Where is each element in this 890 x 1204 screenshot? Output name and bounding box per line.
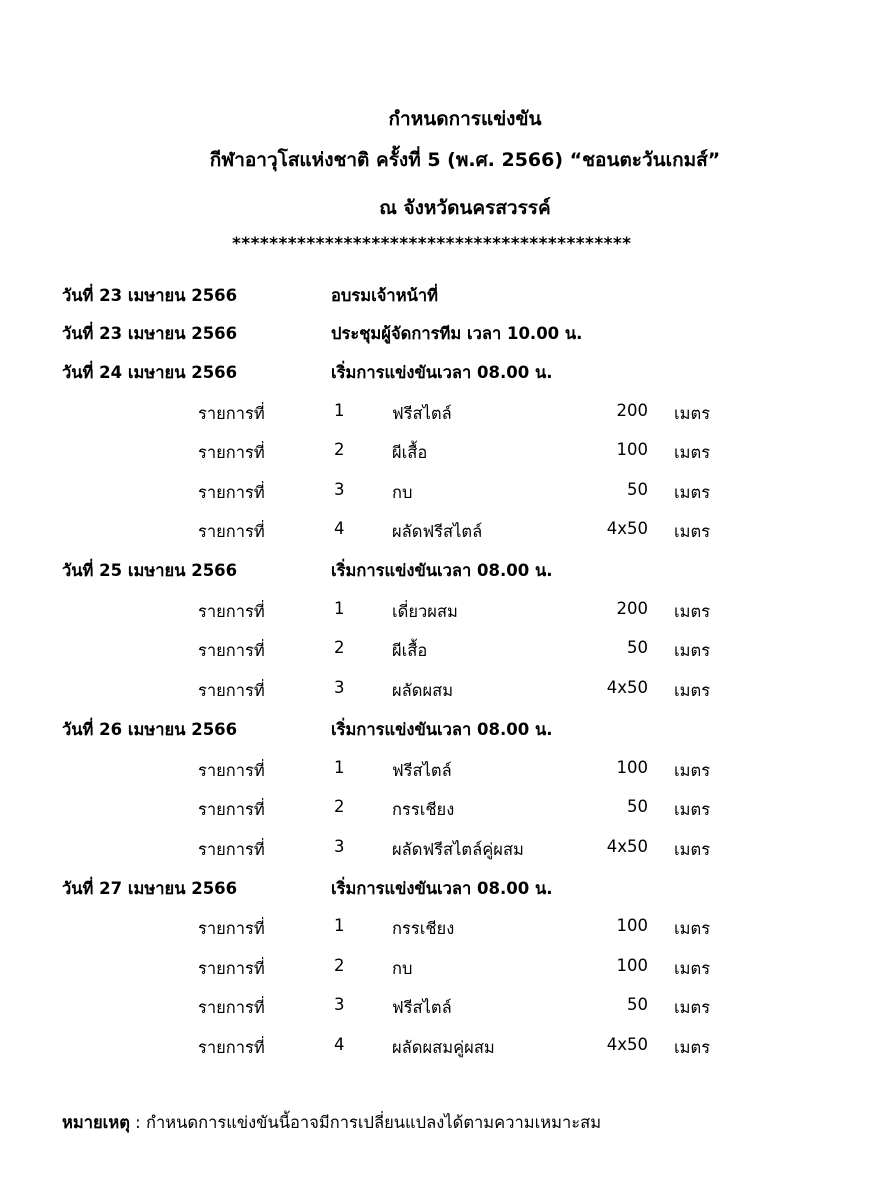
event-distance: 100	[616, 916, 648, 935]
event-number: 1	[334, 599, 345, 618]
event-row	[0, 1035, 890, 1061]
event-row	[0, 678, 890, 704]
event-distance: 4x50	[606, 1035, 648, 1054]
event-distance: 50	[627, 995, 648, 1014]
schedule-description: อบรมเจ้าหน้าที่	[331, 286, 438, 305]
event-name: กรรเชียง	[392, 800, 455, 819]
event-number: 2	[334, 797, 345, 816]
event-name: เดี่ยวผสม	[392, 602, 458, 621]
event-unit: เมตร	[674, 919, 711, 938]
event-prefix: รายการที่	[198, 602, 265, 621]
event-prefix: รายการที่	[198, 522, 265, 541]
event-prefix: รายการที่	[198, 761, 265, 780]
event-name: ผลัดผสม	[392, 681, 454, 700]
event-row	[0, 916, 890, 942]
event-number: 2	[334, 440, 345, 459]
event-distance: 50	[627, 638, 648, 657]
event-name: กีฬาอาวุโสแห่งชาติ ครั้งที่ 5 (พ.ศ. 2566) “ชอนตะวันเกมส์”	[209, 149, 721, 171]
event-row	[0, 519, 890, 545]
event-prefix: รายการที่	[198, 483, 265, 502]
event-row	[0, 440, 890, 466]
day-start-time: เริ่มการแข่งขันเวลา 08.00 น.	[331, 363, 553, 382]
event-row	[0, 995, 890, 1021]
event-unit: เมตร	[674, 404, 711, 423]
event-prefix: รายการที่	[198, 681, 265, 700]
event-prefix: รายการที่	[198, 1038, 265, 1057]
event-number: 3	[334, 837, 345, 856]
event-prefix: รายการที่	[198, 919, 265, 938]
day-date: วันที่ 26 เมษายน 2566	[62, 720, 238, 739]
day-start-time: เริ่มการแข่งขันเวลา 08.00 น.	[331, 561, 553, 580]
event-unit: เมตร	[674, 800, 711, 819]
event-unit: เมตร	[674, 602, 711, 621]
event-row	[0, 599, 890, 625]
event-prefix: รายการที่	[198, 998, 265, 1017]
event-number: 2	[334, 638, 345, 657]
event-row	[0, 797, 890, 823]
document-title: กำหนดการแข่งขัน	[388, 108, 542, 130]
event-distance: 100	[616, 956, 648, 975]
event-unit: เมตร	[674, 959, 711, 978]
event-row	[0, 638, 890, 664]
event-name: ผีเสื้อ	[392, 641, 428, 660]
day-date: วันที่ 27 เมษายน 2566	[62, 879, 238, 898]
event-name: ผลัดฟรีสไตล์	[392, 522, 483, 541]
event-name: ฟรีสไตล์	[392, 761, 452, 780]
event-prefix: รายการที่	[198, 959, 265, 978]
event-distance: 50	[627, 480, 648, 499]
event-number: 1	[334, 758, 345, 777]
event-unit: เมตร	[674, 998, 711, 1017]
event-name: ผลัดผสมคู่ผสม	[392, 1038, 495, 1057]
event-number: 3	[334, 480, 345, 499]
footnote	[62, 1110, 601, 1136]
event-unit: เมตร	[674, 761, 711, 780]
event-name: ฟรีสไตล์	[392, 404, 452, 423]
event-distance: 100	[616, 440, 648, 459]
event-distance: 200	[616, 599, 648, 618]
event-number: 4	[334, 519, 345, 538]
event-location: ณ จังหวัดนครสวรรค์	[379, 197, 551, 219]
event-distance: 50	[627, 797, 648, 816]
footnote-text: : กำหนดการแข่งขันนี้อาจมีการเปลี่ยนแปลงได้ตามความเหมาะสม	[129, 1113, 602, 1132]
event-unit: เมตร	[674, 641, 711, 660]
event-prefix: รายการที่	[198, 404, 265, 423]
event-prefix: รายการที่	[198, 840, 265, 859]
event-number: 3	[334, 678, 345, 697]
schedule-date: วันที่ 23 เมษายน 2566	[62, 286, 238, 305]
day-start-time: เริ่มการแข่งขันเวลา 08.00 น.	[331, 720, 553, 739]
event-row	[0, 956, 890, 982]
event-row	[0, 480, 890, 506]
day-date: วันที่ 25 เมษายน 2566	[62, 561, 238, 580]
event-unit: เมตร	[674, 483, 711, 502]
day-start-time: เริ่มการแข่งขันเวลา 08.00 น.	[331, 879, 553, 898]
event-number: 3	[334, 995, 345, 1014]
event-prefix: รายการที่	[198, 443, 265, 462]
footnote-label: หมายเหตุ	[62, 1113, 130, 1132]
event-name: ผลัดฟรีสไตล์คู่ผสม	[392, 840, 524, 859]
event-row	[0, 758, 890, 784]
event-name: ฟรีสไตล์	[392, 998, 452, 1017]
event-unit: เมตร	[674, 840, 711, 859]
event-number: 4	[334, 1035, 345, 1054]
event-unit: เมตร	[674, 522, 711, 541]
event-number: 1	[334, 401, 345, 420]
event-row	[0, 837, 890, 863]
schedule-date: วันที่ 23 เมษายน 2566	[62, 324, 238, 343]
separator-line: *******************************************	[232, 234, 632, 254]
event-name: กบ	[392, 483, 413, 502]
event-distance: 200	[616, 401, 648, 420]
event-number: 1	[334, 916, 345, 935]
event-number: 2	[334, 956, 345, 975]
event-row	[0, 401, 890, 427]
event-distance: 4x50	[606, 837, 648, 856]
event-name: กบ	[392, 959, 413, 978]
event-prefix: รายการที่	[198, 641, 265, 660]
event-unit: เมตร	[674, 1038, 711, 1057]
schedule-description: ประชุมผู้จัดการทีม เวลา 10.00 น.	[331, 324, 583, 343]
event-name: กรรเชียง	[392, 919, 455, 938]
event-prefix: รายการที่	[198, 800, 265, 819]
event-distance: 4x50	[606, 519, 648, 538]
event-unit: เมตร	[674, 443, 711, 462]
event-name: ผีเสื้อ	[392, 443, 428, 462]
event-distance: 100	[616, 758, 648, 777]
event-distance: 4x50	[606, 678, 648, 697]
day-date: วันที่ 24 เมษายน 2566	[62, 363, 238, 382]
event-unit: เมตร	[674, 681, 711, 700]
